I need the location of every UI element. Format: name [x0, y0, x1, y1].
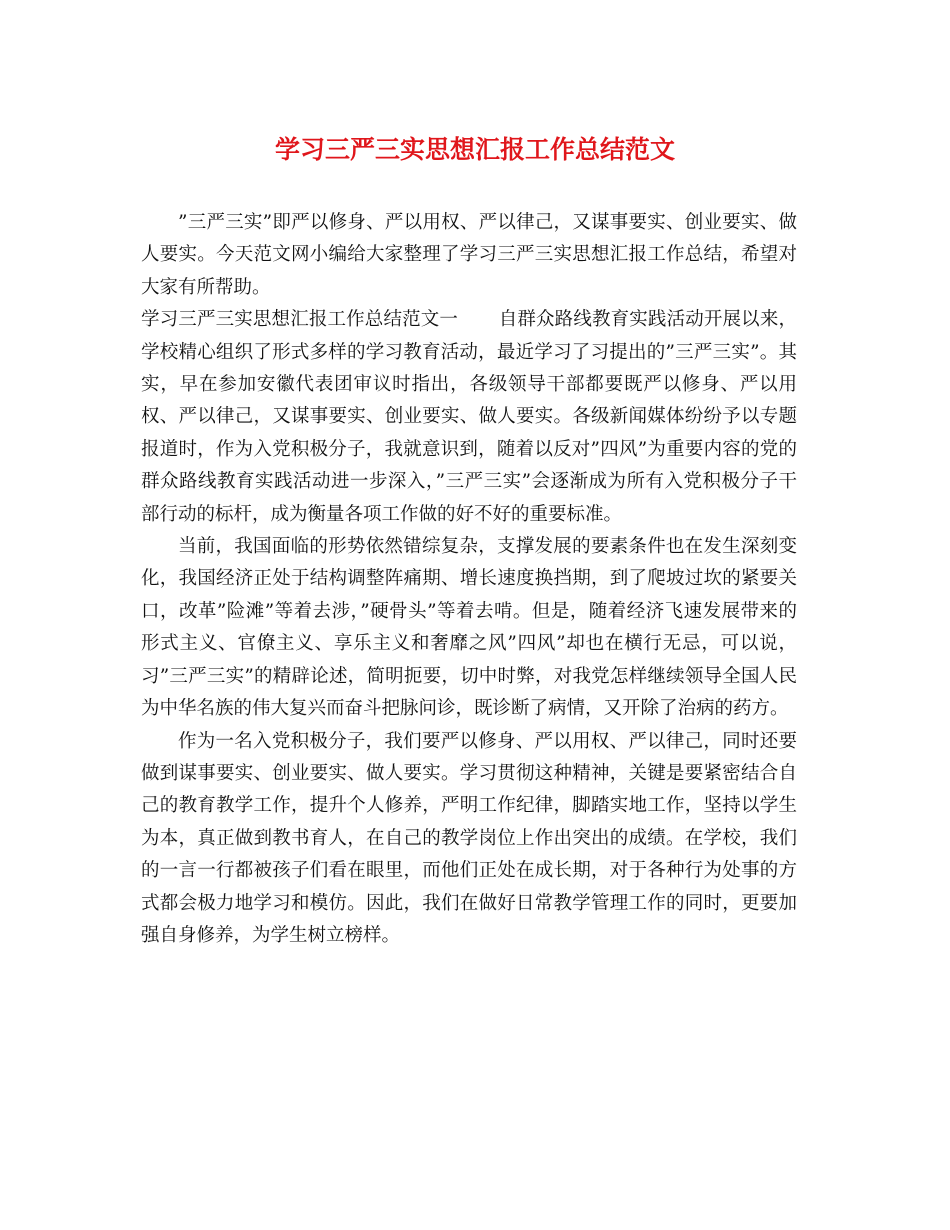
document-body: [141, 207, 797, 952]
paragraph-3: 作为一名入党积极分子，我们要严以修身、严以用权、严以律己，同时还要做到谋事要实、创业要实、做人要实。学习贯彻这种精神，关键是要紧密结合自己的教育教学工作，提升个人修养，严明工作纪律，脚踏实地工作，坚持以学生为本，真正做到教书育人，在自己的教学岗位上作出突出的成绩。在学校，我们的一言一行都被孩子们看在眼里，而他们正处在成长期，对于各种行为处事的方式都会极力地学习和模仿。因此，我们在做好日常教学管理工作的同时，更要加强自身修养，为学生树立榜样。: [141, 730, 797, 946]
document-title: 学习三严三实思想汇报工作总结范文: [274, 135, 675, 164]
paragraph-2: 当前，我国面临的形势依然错综复杂，支撑发展的要素条件也在发生深刻变化，我国经济正处于结构调整阵痛期、增长速度换挡期，到了爬坡过坎的紧要关口，改革”险滩”等着去涉，”硬骨头”等着去啃。但是，随着经济飞速发展带来的形式主义、官僚主义、享乐主义和奢靡之风”四风”却也在横行无忌，可以说，习”三严三实”的精辟论述，简明扼要，切中时弊，对我党怎样继续领导全国人民为中华名族的伟大复兴而奋斗把脉问诊，既诊断了病情，又开除了治病的药方。: [141, 536, 797, 720]
intro-paragraph: ”三严三实”即严以修身、严以用权、严以律己，又谋事要实、创业要实、做人要实。今天范文网小编给大家整理了学习三严三实思想汇报工作总结，希望对大家有所帮助。: [141, 212, 797, 298]
section-one-paragraph: [141, 304, 797, 531]
section-one-text: 自群众路线教育实践活动开展以来，学校精心组织了形式多样的学习教育活动，最近学习了习提出的”三严三实”。其实，早在参加安徽代表团审议时指出，各级领导干部都要既严以修身、严以用权、严以律己，又谋事要实、创业要实、做人要实。各级新闻媒体纷纷予以专题报道时，作为入党积极分子，我就意识到，随着以反对”四风”为重要内容的党的群众路线教育实践活动进一步深入，”三严三实”会逐渐成为所有入党积极分子干部行动的标杆，成为衡量各项工作做的好不好的重要标准。: [141, 309, 797, 525]
section-one-heading: 学习三严三实思想汇报工作总结范文一: [141, 309, 459, 331]
